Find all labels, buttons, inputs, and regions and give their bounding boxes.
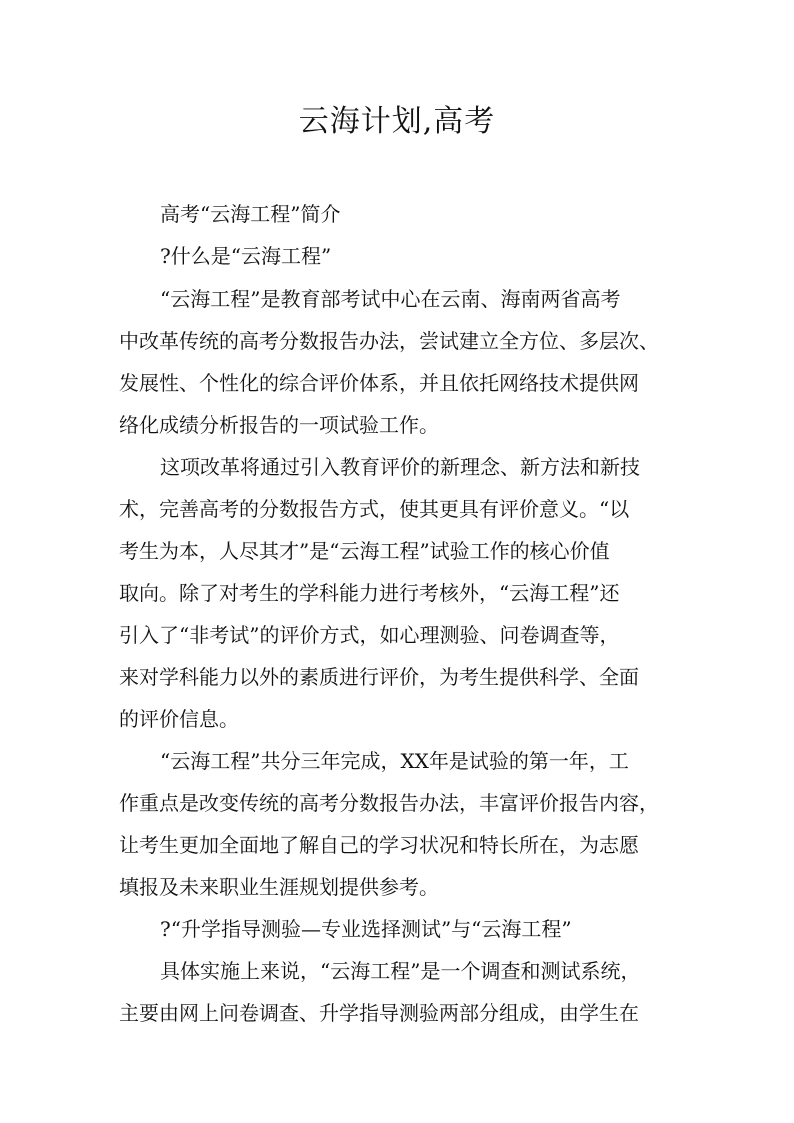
paragraph-line: 术，完善高考的分数报告方式，使其更具有评价意义。“以 (119, 497, 630, 521)
paragraph-line: 作重点是改变传统的高考分数报告办法，丰富评价报告内容， (119, 791, 659, 815)
paragraph-line: 具体实施上来说，“云海工程”是一个调查和测试系统， (160, 959, 641, 983)
paragraph-line: 发展性、个性化的综合评价体系，并且依托网络技术提供网 (119, 371, 639, 395)
paragraph-line: 考生为本，人尽其才”是“云海工程”试验工作的核心价值 (119, 539, 610, 563)
paragraph-line: 络化成绩分析报告的一项试验工作。 (119, 413, 439, 437)
paragraph-line: 的评价信息。 (119, 707, 239, 731)
paragraph-line: 取向。除了对考生的学科能力进行考核外，“云海工程”还 (119, 581, 620, 605)
subtitle-intro: 高考“云海工程”简介 (160, 202, 341, 226)
section-heading: ?“升学指导测验—专业选择测试”与“云海工程” (160, 917, 572, 941)
paragraph-line: 填报及未来职业生涯规划提供参考。 (119, 875, 439, 899)
paragraph-line: 主要由网上问卷调查、升学指导测验两部分组成，由学生在 (119, 1001, 639, 1025)
question-heading: ?什么是“云海工程” (160, 244, 332, 268)
paragraph-line: 让考生更加全面地了解自己的学习状况和特长所在，为志愿 (119, 833, 639, 857)
document-title: 云海计划,高考 (298, 104, 496, 139)
paragraph-line: 中改革传统的高考分数报告办法，尝试建立全方位、多层次、 (119, 329, 659, 353)
paragraph-line: 引入了“非考试”的评价方式，如心理测验、问卷调查等， (119, 623, 620, 647)
paragraph-line: “云海工程”共分三年完成，XX年是试验的第一年，工 (160, 749, 629, 773)
paragraph-line: 来对学科能力以外的素质进行评价，为考生提供科学、全面 (119, 665, 639, 689)
paragraph-line: “云海工程”是教育部考试中心在云南、海南两省高考 (160, 287, 621, 311)
paragraph-line: 这项改革将通过引入教育评价的新理念、新方法和新技 (160, 455, 640, 479)
